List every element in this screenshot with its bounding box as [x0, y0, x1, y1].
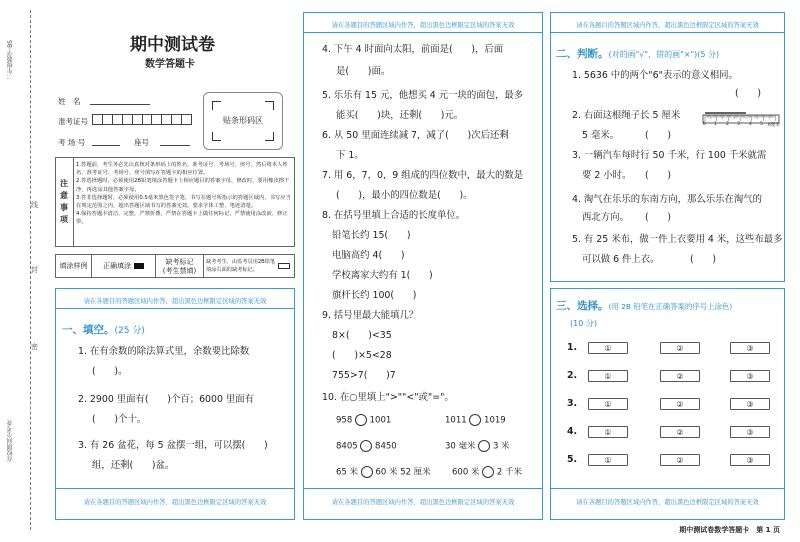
note-item: 2.答选择题时，必须使用2B铅笔填涂答题卡上相应题目的答案字母，修改时，要用橡皮擦干净，再选涂其他答案字母。	[76, 178, 290, 193]
s2-q4-line2: 西北方向。	[582, 212, 629, 223]
section1-title: 一、填空。	[62, 324, 115, 336]
q7-line1: 7. 用 6，7，0，9 组成的四位数中，最大的数是	[322, 170, 524, 181]
fill-sample-label: 填涂样例	[56, 255, 92, 277]
compare-circle[interactable]	[478, 440, 490, 452]
q10-right: 1001	[369, 415, 392, 426]
q10-right: 3 米	[492, 441, 510, 452]
q10-right: 8450	[375, 441, 397, 452]
choice-option-bubble[interactable]: ①	[588, 370, 628, 382]
note-item: 3.答非选择题时，必须使用0.5毫米黑色签字笔，书写在题号所指示的答题区域内，书写应当在规定范围之内，超出答题区域书写的答案无效。要求字体工整、笔迹清楚。	[76, 194, 291, 210]
q9-item[interactable]: ( )×5<28	[332, 350, 392, 361]
s2-q3-line2: 要 2 小时。	[582, 170, 632, 181]
s1-q3-line1: 3. 有 26 盆花，每 5 盆摆一组，可以摆( )	[78, 440, 268, 451]
s2-q1: 1. 5636 中的两个"6"表示的意义相同。	[572, 70, 738, 81]
ruler-label: 4	[749, 122, 752, 127]
ruler-figure	[702, 108, 780, 130]
section3-score: (10 分)	[570, 319, 597, 328]
q8-item[interactable]: 电脑高约 4( )	[332, 250, 405, 261]
barcode-area	[203, 92, 283, 150]
compare-circle[interactable]	[360, 440, 372, 452]
s2-q3-line1: 3. 一辆汽车每时行 50 千米，行 100 千米就需	[572, 150, 767, 161]
note-item: 1.答题前，考生务必先认真核对条形码上的姓名、准考证号、考场号、座号，然后将本人姓名、准考证号、考场号、座号填写在答题卡的相应位置。	[76, 162, 288, 177]
q10-left: 8405	[336, 441, 358, 452]
section3-title: 三、选择。	[556, 300, 609, 312]
col2-top-notice: 请在各题目的答题区域内作答，超出黑色边框限定区域的答案无效	[331, 22, 515, 29]
q10-prompt: 10. 在○里填上">""<"或"="。	[322, 392, 454, 403]
choice-option-bubble[interactable]: ①	[588, 454, 628, 466]
q10-right: 1019	[484, 415, 506, 426]
binding-char-3: 密	[31, 343, 38, 351]
choice-row-number: 1.	[567, 342, 578, 353]
q9-prompt: 9. 括号里最大能填几？	[322, 310, 419, 321]
section1-top-notice: 请在各题目的答题区域内作答，超出黑色边框限定区域的答案无效	[83, 298, 267, 305]
seat-field[interactable]	[160, 137, 190, 146]
q9-item[interactable]: 8×( )<35	[332, 330, 392, 341]
choice-row-number: 4.	[567, 426, 578, 437]
s1-q2-line1: 2. 2900 里面有( )个百；6000 里面有	[78, 394, 255, 405]
s2-q5-line2: 可以做 6 件上衣。	[582, 254, 660, 265]
venue-label: 考 场 号	[58, 138, 86, 147]
ruler-label: 5	[760, 122, 763, 127]
section1-bottom-notice: 请在各题目的答题区域内作答，超出黑色边框限定区域的答案无效	[83, 499, 267, 506]
col2-bottom-notice: 请在各题目的答题区域内作答，超出黑色边框限定区域的答案无效	[331, 499, 515, 506]
q10-left: 600 米	[452, 467, 480, 478]
name-field[interactable]	[90, 96, 150, 105]
missing-mark-desc: 缺考考生，由监考员用2B铅笔填涂右面的缺考标记。	[206, 259, 276, 273]
compare-circle[interactable]	[469, 414, 481, 426]
s2-q4-line1: 4. 淘气在乐乐的东南方向，那么乐乐在淘气的	[572, 194, 763, 205]
q10-right: 60 米 52 厘米	[375, 467, 431, 478]
compare-circle[interactable]	[361, 466, 373, 478]
section2-top-notice: 请在各题目的答题区域内作答，超出黑色边框限定区域的答案无效	[576, 22, 759, 29]
missing-mark-label: 缺考标记	[165, 258, 194, 266]
s2-q2-answer[interactable]: ( )	[645, 130, 672, 141]
binding-char-2: 封	[31, 266, 38, 274]
choice-option-bubble[interactable]: ②	[660, 454, 700, 466]
q8-item[interactable]: 学校离家大约有 1( )	[332, 270, 433, 281]
page-subtitle: 数学答题卡	[145, 59, 195, 70]
s1-q1-line1: 1. 在有余数的除法算式里，余数要比除数	[78, 346, 250, 357]
q6-line1[interactable]: 6. 从 50 里面连续减 7，减了( )次后还剩	[322, 130, 509, 141]
q4-line1: 4. 下午 4 时面向太阳，前面是( )，后面	[322, 44, 504, 55]
q10-left: 30 毫米	[445, 441, 476, 452]
s2-q1-answer[interactable]: ( )	[735, 88, 762, 99]
exam-no-label: 准考证号	[58, 117, 88, 126]
page-title: 期中测试卷	[130, 35, 215, 55]
section1-score: (25 分)	[114, 326, 145, 336]
seat-label: 座号	[134, 138, 149, 147]
sidebar-school-label: 在校期间全考查	[7, 420, 14, 462]
choice-option-bubble[interactable]: ③	[730, 342, 770, 354]
correct-fill-label: 正确填涂	[103, 262, 131, 270]
choice-option-bubble[interactable]: ①	[588, 398, 628, 410]
q5-line1: 5. 乐乐有 15 元，他想买 4 元一块的面包，最多	[322, 90, 524, 101]
barcode-label: 贴条形码区	[223, 116, 263, 125]
exam-no-boxes[interactable]	[92, 114, 192, 125]
page-footer: 期中测试卷数学答题卡 第 1 页	[679, 526, 780, 534]
q10-left: 65 米	[336, 467, 359, 478]
s2-q4-answer[interactable]: ( )	[645, 212, 672, 223]
fill-sample-row	[55, 254, 295, 278]
s1-q2-line2[interactable]: ( )个十。	[92, 414, 147, 425]
binding-char-1: 线	[31, 201, 38, 209]
s2-q2-line2: 5 毫米。	[582, 130, 620, 141]
correct-fill-mark	[134, 263, 144, 269]
q8-item[interactable]: 旗杆长约 100( )	[332, 290, 417, 301]
section3-bottom-notice: 请在各题目的答题区域内作答，超出黑色边框限定区域的答案无效	[576, 499, 759, 506]
section2-instr: (对的画"√"，错的画"×")(5 分)	[608, 50, 720, 59]
sidebar-grade-label: 二年级数学·BS	[7, 40, 14, 80]
choice-option-bubble[interactable]: ②	[660, 342, 700, 354]
venue-field[interactable]	[92, 137, 120, 146]
notes-box	[55, 157, 295, 247]
q10-left: 1011	[445, 415, 467, 426]
q9-item[interactable]: 755>7( )7	[332, 370, 396, 381]
s1-q1-line2[interactable]: ( )。	[92, 366, 128, 377]
choice-option-bubble[interactable]: ③	[730, 370, 770, 382]
q7-line2[interactable]: ( )，最小的四位数是( )。	[336, 190, 473, 201]
ruler-label: 3	[737, 122, 740, 127]
notes-title: 注意事项	[60, 179, 68, 224]
q10-right: 2 千米	[496, 467, 522, 478]
ruler-label: 2	[726, 122, 729, 127]
q10-left: 958	[336, 415, 353, 426]
name-label: 姓 名	[58, 97, 81, 106]
choice-option-bubble[interactable]: ②	[660, 426, 700, 438]
choice-option-bubble[interactable]: ①	[588, 426, 628, 438]
ruler-label: 6厘米	[768, 123, 780, 128]
compare-circle[interactable]	[355, 414, 367, 426]
s1-q3-line2[interactable]: 组，还剩( )盆。	[92, 460, 175, 471]
ruler-label: 0	[703, 122, 706, 127]
missing-mark-box[interactable]	[278, 263, 290, 269]
missing-mark-note: (考生禁填)	[162, 267, 197, 275]
note-item: 4.保持答题卡清洁、完整，严禁折叠、严禁在答题卡上做任何标记，严禁使用涂改液、修正带。	[76, 211, 288, 226]
choice-row-number: 2.	[567, 370, 578, 381]
choice-option-bubble[interactable]: ①	[588, 342, 628, 354]
q4-line2[interactable]: 是( )面。	[336, 66, 391, 77]
choice-row-number: 3.	[567, 398, 578, 409]
section2-title: 二、判断。	[556, 48, 609, 60]
choice-option-bubble[interactable]: ③	[730, 398, 770, 410]
choice-option-bubble[interactable]: ②	[660, 370, 700, 382]
choice-option-bubble[interactable]: ③	[730, 454, 770, 466]
ruler-label: 1	[714, 122, 717, 127]
s2-q2-line1: 2. 右面这根绳子长 5 厘米	[572, 110, 681, 121]
s2-q3-answer[interactable]: ( )	[645, 170, 672, 181]
choice-option-bubble[interactable]: ③	[730, 426, 770, 438]
q5-line2[interactable]: 能买( )块，还剩( )元。	[336, 110, 464, 121]
q6-line2: 下 1。	[336, 150, 364, 161]
section3-instr: (用 2B 铅笔在正确答案的序号上涂色)	[608, 302, 733, 311]
s2-q5-answer[interactable]: ( )	[690, 254, 717, 265]
q8-prompt: 8. 在括号里填上合适的长度单位。	[322, 210, 466, 221]
choice-row-number: 5.	[567, 454, 578, 465]
s2-q5-line1: 5. 有 25 米布，做一件上衣要用 4 米，这些布最多	[572, 234, 783, 245]
choice-option-bubble[interactable]: ②	[660, 398, 700, 410]
q8-item[interactable]: 铅笔长约 15( )	[332, 230, 411, 241]
compare-circle[interactable]	[482, 466, 494, 478]
